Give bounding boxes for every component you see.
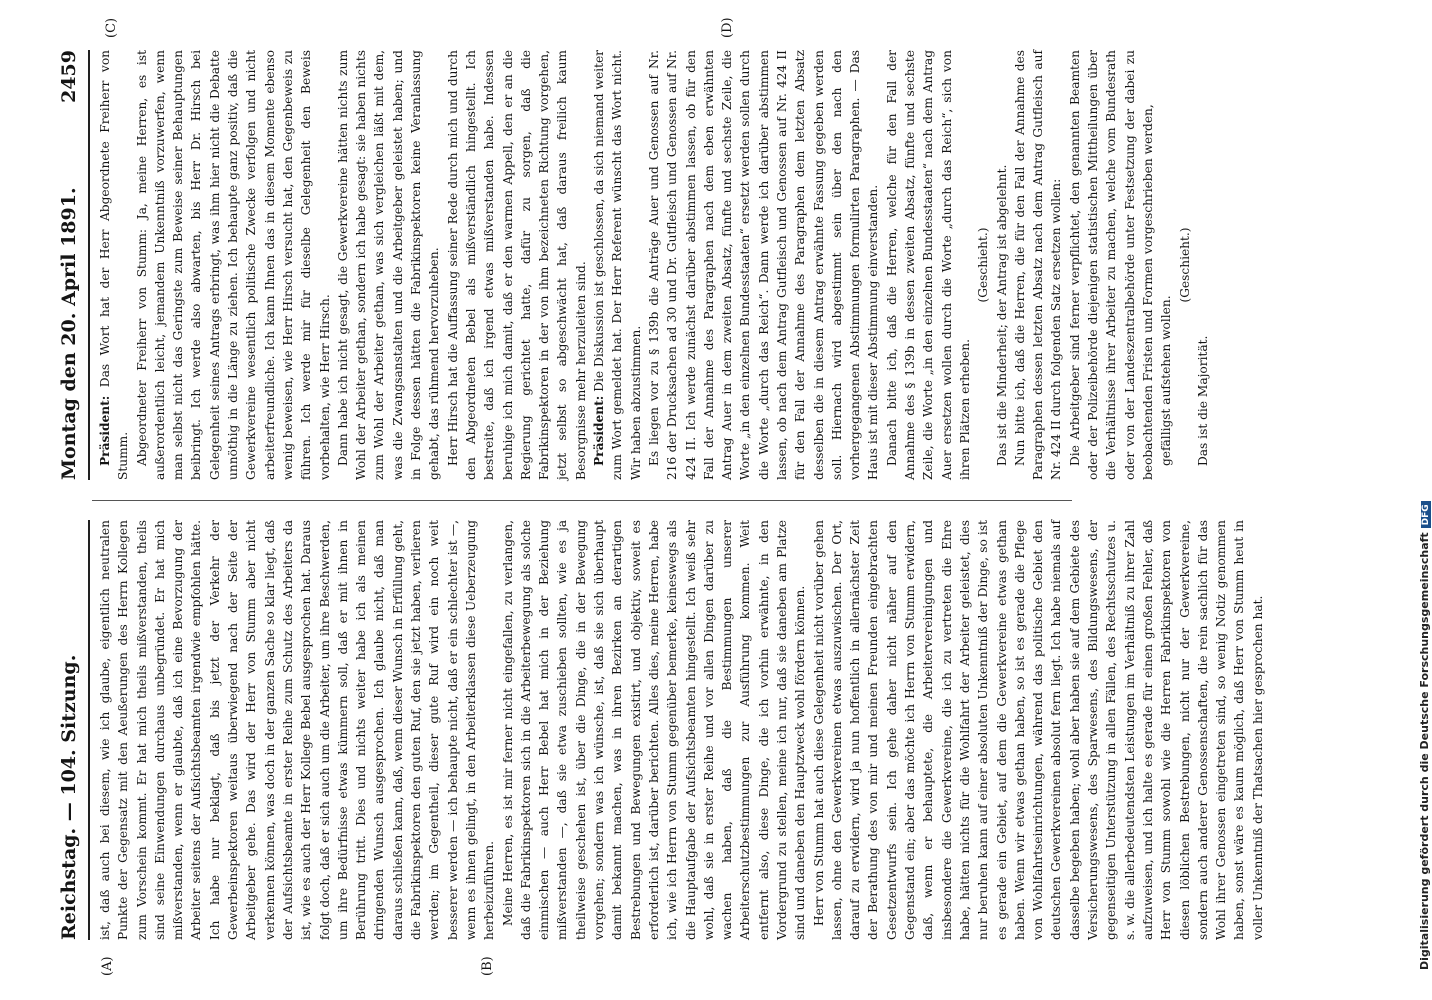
header-rule-right: [88, 50, 90, 480]
margin-mark-b: (B): [480, 956, 495, 976]
paragraph-text: Abgeordneter Freiherr von Stumm: Ja, meine Herren, es ist außerordentlich leicht, jemandem Unkenntniß vorzuwerfen, wenn man selbst nicht das Geringste zum Beweise seiner Behauptungen beibringt. Ich werde also abwarten, bis Herr Dr. Hirsch bei Gelegenheit seines Antrags erbringt, was ihm hier nicht die Debatte unnöthig in die Länge zu ziehen. Ich behaupte ganz positiv, daß die Gewerkvereine wesentlich politische Zwecke verfolgen und nicht arbeiterfreundliche. Ich kann Ihnen das in diesem Momente ebenso wenig beweisen, wie Herr Hirsch versucht hat, den Gegenbeweis zu führen. Ich werde mir für dieselbe Gelegenheit den Beweis vorbehalten, wie Herr Hirsch.: [134, 50, 332, 480]
paragraph-text: Das Wort hat der Herr Abgeordnete Freiherr von Stumm.: [98, 49, 131, 480]
paragraph: Meine Herren, es ist mir ferner nicht eingefallen, zu verlangen, daß die Fabrikinspektoren sich in die Arbeiterbewegung als solche einmischen — auch Herr Bebel hat mich in der Beziehung mißverstanden —, daß sie etwa zuschieben sollten, wie es ja theilweise geschehen ist, über die Dinge, die in der Bewegung vorgehen; sondern was ich wünsche, ist, daß sie sich überhaupt damit bekannt machen, was in ihren Bezirken an derartigen Bestrebungen und Bewegungen existirt, und objektiv, soweit es erforderlich ist, darüber berichten. Alles dies, meine Herren, habe ich, wie ich Herrn von Stumm gegenüber bemerke, keineswegs als die Hauptaufgabe der Aufsichtsbeamten hingestellt. Ich weiß sehr wohl, daß sie in erster Reihe und vor allen Dingen darüber zu wachen haben, daß die Bestimmungen unserer Arbeiterschutzbestimmungen zur Ausführung kommen. Weit entfernt also, diese Dinge, die ich vorhin erwähnte, in den Vordergrund zu stellen, meine ich nur, daß sie daneben am Platze sind und daneben den Hauptzweck wohl fördern können.: [500, 520, 808, 940]
column-divider: [92, 500, 1072, 501]
paragraph-text: Es liegen vor zu § 139b die Anträge Auer und Genossen auf Nr. 216 der Drucksachen ad 30 und Dr. Gutfleisch und Genossen auf Nr. 424 II. Ich werde zunächst darüber abstimmen lassen, ob für den Fall der Annahme des Paragraphen nach dem eben erwähnten Antrag Auer in dem zweiten Absatz, fünfte und sechste Zeile, die Worte „in den einzelnen Bundesstaaten“ ersetzt werden sollen durch die Worte „durch das Reich“. Dann werde ich darüber abstimmen lassen, ob nach dem Antrag Gutfleisch und Genossen auf Nr. 424 II für den Fall der Annahme des Paragraphen dem letzten Absatz desselben die in diesem Antrag erwähnte Fassung gegeben werden soll. Hiernach wird abgestimmt sein über den nach den vorhergegangenen Abstimmungen formulirten Paragraphen. — Das Haus ist mit dieser Abstimmung einverstanden.: [646, 50, 881, 480]
margin-mark-a: (A): [100, 956, 115, 976]
paragraph: [974, 50, 992, 480]
speaker-label: Präsident:: [592, 395, 607, 466]
paragraph: [883, 50, 974, 480]
paragraph: [645, 50, 883, 480]
text-column-left: [96, 520, 1265, 940]
paragraph: [334, 50, 444, 480]
header-title-right: Montag den 20. April 1891.: [58, 187, 80, 480]
paragraph: [1011, 50, 1066, 480]
paragraph-text: Das ist die Minderheit; der Antrag ist abgelehnt.: [994, 164, 1009, 466]
paragraph: [444, 50, 590, 480]
page-header-right: [58, 50, 84, 480]
paragraph-text: Herr Hirsch hat die Auffassung seiner Rede durch mich und durch den Abgeordneten Bebel als mißverständlich hingestellt. Ich bestreite, daß ich irgend etwas mißverstanden habe. Indessen beruhige ich mich damit, daß er den warmen Appell, den er an die Regierung gerichtet hatte, dafür zu sorgen, daß die Fabrikinspektoren in der von ihm bezeichneten Richtung vorgehen, jetzt selbst so abgeschwächt hat, daß daraus freilich kaum Besorgnisse mehr herzuleiten sind.: [445, 50, 588, 480]
paragraph: [993, 50, 1011, 480]
digitization-note: [1418, 501, 1431, 970]
digitization-note-text: Digitalisierung gefördert durch die Deutsche Forschungsgemeinschaft: [1418, 532, 1431, 970]
paragraph: [1176, 50, 1194, 480]
page-header-left: [58, 520, 84, 940]
paragraph-text: Dann habe ich nicht gesagt, die Gewerkvereine hätten nichts zum Wohl der Arbeiter gethan, sondern ich habe gesagt: sie haben nichts zum Wohl der Arbeiter gethan, was sich vergleichen läßt mit dem, was die Zwangsanstalten und die Arbeitgeber geleistet haben; und in Folge dessen hätten die Fabrikinspektoren keine Veranlassung gehabt, das rühmend hervorzuheben.: [335, 50, 442, 480]
paragraph-text: Das ist die Majorität.: [1195, 335, 1210, 466]
page-number: 2459: [58, 50, 80, 103]
paragraph-text: (Geschieht.): [1177, 227, 1192, 303]
paragraph: Herr von Stumm hat auch diese Gelegenheit nicht vorüber gehen lassen, ohne den Gewerkvereinen etwas auszuwischen. Der Ort, darauf zu erwidern, wird ja nun hoffentlich in allernächster Zeit der Berathung des von mir und meinen Freunden eingebrachten Gesetzentwurfs sein. Ich gehe daher nicht näher auf den Gegenstand ein; aber das möchte ich Herrn von Stumm erwidern, daß, wenn er behauptete, die Arbeitervereinigungen und insbesondere die Gewerkvereine, die ich zu vertreten die Ehre habe, hätten nichts für die Wohlfahrt der Arbeiter geleistet, dies nur beruhen kann auf einer absoluten Unkenntniß der Dinge, so ist es gerade ein Gebiet, auf dem die Gewerkvereine etwas gethan haben. Wenn wir etwas gethan haben, so ist es gerade die Pflege von Wohlfahrtseinrichtungen, während das politische Gebiet den deutschen Gewerkvereinen absolut fern liegt. Ich habe niemals auf dasselbe begeben haben; wohl aber haben sie auf dem Gebiete des Versicherungswesens, des Sparwesens, des Bildungswesens, der gegenseitigen Unterstützung in allen Fällen, des Rechtsschutzes u. s. w. die allerbedeutendsten Leistungen im Verhältniß zu ihrer Zahl aufzuweisen, und ich halte es gerade für einen großen Fehler, daß Herr von Stumm sowohl wie die Herren Fabrikinspektoren von diesen löblichen Bestrebungen, nicht nur der Gewerkvereine, sondern auch anderer Genossenschaften, die rein sachlich für das Wohl ihrer Genossen eingetreten sind, so wenig Notiz genommen haben, sonst wäre es kaum möglich, daß Herr von Stumm heut in voller Unkenntniß der Thatsachen hier gesprochen hat.: [811, 520, 1265, 940]
paragraph-text: Danach bitte ich, daß die Herren, welche für den Fall der Annahme des § 139b in dessen zweiten Absatz, fünfte und sechste Zeile, die Worte „in den einzelnen Bundesstaaten“ nach dem Antrag Auer ersetzen wollen durch die Worte „durch das Reich“, sich von ihren Plätzen erheben.: [884, 50, 972, 480]
paragraph: [96, 50, 133, 480]
paragraph-text: gefälligst aufstehen wollen.: [1159, 295, 1174, 466]
text-column-right: [96, 49, 1210, 480]
dfg-logo: DFG: [1421, 501, 1431, 528]
paragraph: [1157, 50, 1175, 480]
margin-mark-c: (C): [104, 17, 119, 38]
paragraph-text: Nun bitte ich, daß die Herren, die für den Fall der Annahme des Paragraphen dessen letzten Absatz nach dem Antrag Gutfleisch auf Nr. 424 II durch folgenden Satz ersetzen wollen:: [1012, 50, 1064, 480]
header-title-left: Reichstag. — 104. Sitzung.: [58, 654, 80, 940]
paragraph-text: Die Arbeitgeber sind ferner verpflichtet, den genannten Beamten oder der Polizeibehörde diejenigen statistischen Mittheilungen über die Verhältnisse ihrer Arbeiter zu machen, welche vom Bundesrath oder von der Landeszentralbehörde unter Festsetzung der dabei zu beobachtenden Fristen und Formen vorgeschrieben werden,: [1067, 50, 1155, 480]
paragraph-text: (Geschieht.): [976, 227, 991, 303]
paragraph: [1066, 50, 1157, 480]
paragraph: [133, 50, 334, 480]
paragraph: [1194, 50, 1212, 480]
paragraph-text: Die Diskussion ist geschlossen, da sich niemand weiter zum Wort gemeldet hat. Der Herr Referent wünscht das Wort nicht. Wir haben abzustimmen.: [592, 49, 643, 480]
header-rule-left: [88, 520, 90, 940]
margin-mark-d: (D): [720, 17, 735, 38]
speaker-label: Präsident:: [98, 395, 112, 466]
paragraph: ist, daß auch bei diesem, wie ich glaube, eigentlich neutralen Punkte der Gegensatz mit den Aeußerungen des Herrn Kollegen zum Vorschein kommt. Er hat mich theils mißverstanden, theils sind seine Einwendungen durchaus unbegründet. Er hat mich mißverstanden, wenn er glaubte, daß ich eine Bevorzugung der Arbeiter seitens der Aufsichtsbeamten irgendwie empfohlen hätte. Ich habe nur beklagt, daß bis jetzt der Verkehr der Gewerbeinspektoren weitaus überwiegend nach der Seite der Arbeitgeber gehe. Das wird der Herr von Stumm aber nicht verkennen können, was doch in der ganzen Sache so klar liegt, daß der Aufsichtsbeamte in erster Reihe zum Schutz des Arbeiters da ist, wie es auch der Herr Kollege Bebel ausgesprochen hat. Daraus folgt doch, daß er sich auch um die Arbeiter, um ihre Beschwerden, um ihre Bedürfnisse etwas kümmern soll, daß er mit ihnen in Berührung tritt. Dies und nichts weiter habe ich als meinen dringenden Wunsch ausgesprochen. Ich glaube nicht, daß man daraus schließen kann, daß, wenn dieser Wunsch in Erfüllung geht, die Fabrikinspektoren den guten Ruf, den sie jetzt haben, verlieren werden; im Gegentheil, dieser gute Ruf wird ein noch weit besserer werden — ich behaupte nicht, daß er ein schlechter ist —, wenn es ihnen gelingt, in den Arbeiterklassen diese Ueberzeugung herbeizuführen.: [98, 520, 497, 940]
paragraph: [590, 50, 645, 480]
